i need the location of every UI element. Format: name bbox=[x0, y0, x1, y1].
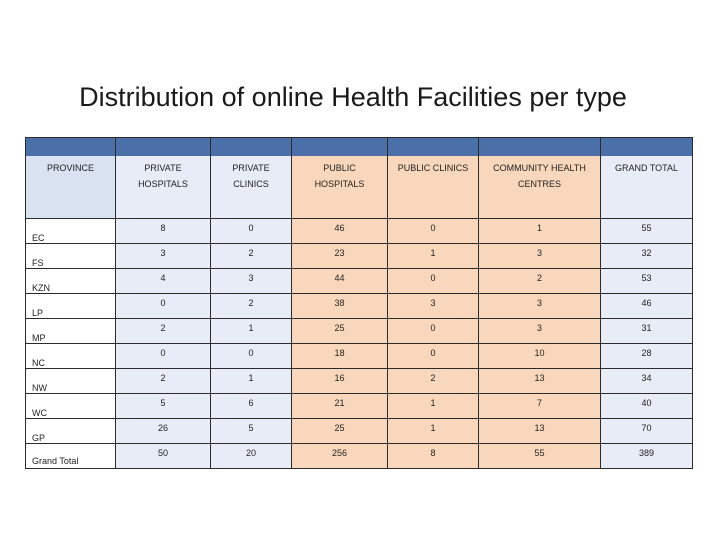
province-name-cell: KZN bbox=[26, 269, 116, 294]
cell-public-hospitals: 256 bbox=[292, 444, 388, 469]
header-band-cell bbox=[26, 138, 116, 157]
cell-public-clinics: 3 bbox=[388, 294, 479, 319]
cell-private-hospitals: 50 bbox=[116, 444, 211, 469]
cell-public-clinics: 0 bbox=[388, 344, 479, 369]
cell-public-clinics: 1 bbox=[388, 419, 479, 444]
table-body bbox=[26, 219, 693, 469]
cell-private-clinics: 6 bbox=[211, 394, 292, 419]
cell-grand-total: 53 bbox=[601, 269, 693, 294]
cell-private-hospitals: 3 bbox=[116, 244, 211, 269]
column-header-public-clinics: PUBLIC CLINICS bbox=[388, 156, 479, 219]
cell-public-hospitals: 18 bbox=[292, 344, 388, 369]
cell-private-clinics: 0 bbox=[211, 344, 292, 369]
cell-community-health-centres: 3 bbox=[479, 319, 601, 344]
cell-community-health-centres: 2 bbox=[479, 269, 601, 294]
cell-private-clinics: 2 bbox=[211, 294, 292, 319]
column-header-public-hospitals: PUBLIC HOSPITALS bbox=[292, 156, 388, 219]
header-band-cell bbox=[601, 138, 693, 157]
grand-total-row bbox=[26, 444, 693, 469]
column-header-private-clinics: PRIVATE CLINICS bbox=[211, 156, 292, 219]
cell-private-clinics: 20 bbox=[211, 444, 292, 469]
cell-community-health-centres: 7 bbox=[479, 394, 601, 419]
table-row bbox=[26, 369, 693, 394]
province-name-cell: FS bbox=[26, 244, 116, 269]
cell-grand-total: 40 bbox=[601, 394, 693, 419]
cell-grand-total: 28 bbox=[601, 344, 693, 369]
cell-grand-total: 46 bbox=[601, 294, 693, 319]
cell-public-hospitals: 21 bbox=[292, 394, 388, 419]
header-band bbox=[26, 138, 693, 157]
cell-community-health-centres: 13 bbox=[479, 369, 601, 394]
cell-private-clinics: 1 bbox=[211, 369, 292, 394]
cell-public-clinics: 0 bbox=[388, 219, 479, 244]
column-header-grand-total: GRAND TOTAL bbox=[601, 156, 693, 219]
cell-private-hospitals: 8 bbox=[116, 219, 211, 244]
cell-community-health-centres: 3 bbox=[479, 294, 601, 319]
cell-public-clinics: 1 bbox=[388, 394, 479, 419]
table-row bbox=[26, 419, 693, 444]
cell-community-health-centres: 13 bbox=[479, 419, 601, 444]
table-row bbox=[26, 269, 693, 294]
cell-community-health-centres: 3 bbox=[479, 244, 601, 269]
column-header-private-hospitals: PRIVATE HOSPITALS bbox=[116, 156, 211, 219]
cell-community-health-centres: 1 bbox=[479, 219, 601, 244]
province-name-cell: NC bbox=[26, 344, 116, 369]
cell-grand-total: 70 bbox=[601, 419, 693, 444]
cell-public-hospitals: 38 bbox=[292, 294, 388, 319]
header-band-cell bbox=[292, 138, 388, 157]
cell-public-clinics: 1 bbox=[388, 244, 479, 269]
cell-grand-total: 55 bbox=[601, 219, 693, 244]
cell-private-hospitals: 0 bbox=[116, 344, 211, 369]
cell-public-clinics: 8 bbox=[388, 444, 479, 469]
province-name-cell: NW bbox=[26, 369, 116, 394]
cell-private-clinics: 0 bbox=[211, 219, 292, 244]
province-name-cell: MP bbox=[26, 319, 116, 344]
province-name-cell: WC bbox=[26, 394, 116, 419]
cell-private-hospitals: 2 bbox=[116, 319, 211, 344]
cell-private-clinics: 5 bbox=[211, 419, 292, 444]
table-row bbox=[26, 219, 693, 244]
cell-grand-total: 389 bbox=[601, 444, 693, 469]
province-name-cell: GP bbox=[26, 419, 116, 444]
header-band-cell bbox=[388, 138, 479, 157]
cell-public-hospitals: 25 bbox=[292, 319, 388, 344]
cell-private-hospitals: 2 bbox=[116, 369, 211, 394]
column-header-community-health-centres: COMMUNITY HEALTH CENTRES bbox=[479, 156, 601, 219]
province-name-cell: Grand Total bbox=[26, 444, 116, 469]
cell-private-hospitals: 5 bbox=[116, 394, 211, 419]
header-band-cell bbox=[479, 138, 601, 157]
province-name-cell: EC bbox=[26, 219, 116, 244]
cell-public-hospitals: 25 bbox=[292, 419, 388, 444]
column-header-province: PROVINCE bbox=[26, 156, 116, 219]
cell-grand-total: 34 bbox=[601, 369, 693, 394]
province-name-cell: LP bbox=[26, 294, 116, 319]
cell-grand-total: 32 bbox=[601, 244, 693, 269]
cell-public-clinics: 2 bbox=[388, 369, 479, 394]
cell-private-hospitals: 26 bbox=[116, 419, 211, 444]
facilities-table-container bbox=[25, 137, 692, 469]
cell-private-clinics: 1 bbox=[211, 319, 292, 344]
cell-community-health-centres: 10 bbox=[479, 344, 601, 369]
header-band-cell bbox=[116, 138, 211, 157]
table-row bbox=[26, 394, 693, 419]
column-header-row bbox=[26, 156, 693, 219]
cell-public-hospitals: 16 bbox=[292, 369, 388, 394]
table-row bbox=[26, 319, 693, 344]
cell-private-clinics: 3 bbox=[211, 269, 292, 294]
table-row bbox=[26, 294, 693, 319]
cell-grand-total: 31 bbox=[601, 319, 693, 344]
facilities-table bbox=[25, 137, 693, 469]
cell-public-hospitals: 44 bbox=[292, 269, 388, 294]
table-row bbox=[26, 244, 693, 269]
cell-private-clinics: 2 bbox=[211, 244, 292, 269]
header-band-cell bbox=[211, 138, 292, 157]
table-row bbox=[26, 344, 693, 369]
cell-community-health-centres: 55 bbox=[479, 444, 601, 469]
cell-private-hospitals: 4 bbox=[116, 269, 211, 294]
cell-public-clinics: 0 bbox=[388, 269, 479, 294]
slide-title: Distribution of online Health Facilities per type bbox=[79, 82, 627, 112]
cell-private-hospitals: 0 bbox=[116, 294, 211, 319]
cell-public-hospitals: 23 bbox=[292, 244, 388, 269]
cell-public-clinics: 0 bbox=[388, 319, 479, 344]
cell-public-hospitals: 46 bbox=[292, 219, 388, 244]
